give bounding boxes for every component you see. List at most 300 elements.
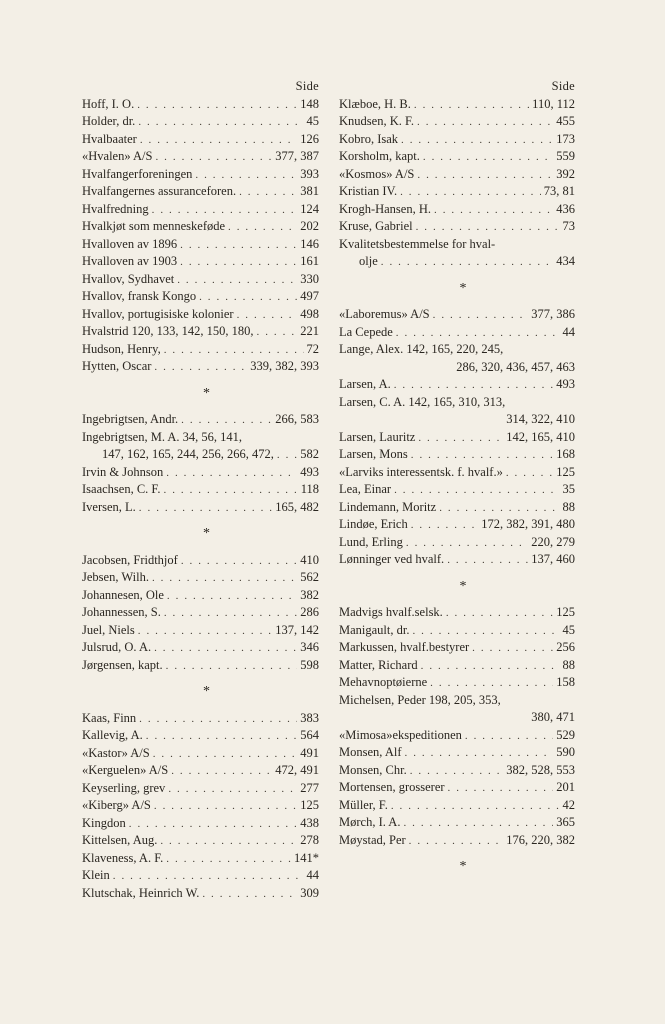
entry-pages: 88	[562, 499, 575, 514]
entry-name: Lea, Einar	[339, 482, 392, 496]
index-entry	[339, 376, 575, 394]
entry-name: Julsrud, O. A.	[82, 640, 152, 654]
index-entry	[339, 236, 575, 254]
entry-pages: 278	[300, 833, 319, 847]
entry-name: Kingdon	[82, 815, 126, 830]
entry-name: Kobro, Isak	[339, 131, 399, 146]
leader-dots	[506, 465, 553, 482]
entry-pages: 314, 322, 410	[506, 412, 575, 426]
entry-name: Iversen, L.	[82, 499, 136, 514]
entry-pages: 72	[306, 341, 319, 356]
leader-dots	[153, 746, 298, 763]
entry-pages: 330	[300, 271, 319, 286]
entry-pages: 126	[300, 131, 319, 146]
leader-dots	[448, 780, 554, 797]
entry-name: Michelsen, Peder 198, 205, 353,	[339, 692, 501, 707]
leader-dots	[138, 114, 303, 131]
index-entry	[82, 306, 319, 324]
index-entry	[339, 148, 575, 166]
entry-name: «Larviks interessentsk. f. hvalf.»	[339, 464, 503, 479]
index-entry	[82, 762, 319, 780]
index-entry	[339, 429, 575, 447]
leader-dots	[129, 816, 298, 833]
leader-dots	[465, 728, 553, 745]
leader-dots	[152, 202, 298, 219]
leader-dots	[166, 465, 297, 482]
entry-name: Hvalfangerforeningen	[82, 166, 193, 181]
entry-name: Markussen, hvalf.bestyrer	[339, 640, 470, 654]
entry-name: Krogh-Hansen, H.	[339, 201, 431, 216]
entry-name: Hudson, Henry,	[82, 341, 161, 356]
leader-dots	[381, 254, 554, 271]
entry-pages: 142, 165, 410	[506, 429, 575, 444]
entry-pages: 125	[556, 605, 575, 619]
index-entry	[82, 780, 319, 798]
index-entry	[82, 587, 319, 605]
leader-dots	[439, 500, 559, 517]
entry-pages: 168	[556, 447, 575, 461]
entry-pages: 564	[300, 728, 319, 742]
entry-name: Manigault, dr.	[339, 622, 410, 637]
entry-name: Hvalloven av 1903	[82, 254, 178, 268]
index-entry	[339, 727, 575, 745]
index-entry	[82, 850, 319, 868]
entry-pages: 141*	[294, 850, 319, 865]
index-entry	[82, 113, 319, 131]
entry-name: Klaveness, A. F.	[82, 850, 164, 865]
entry-name: Madvigs hvalf.selsk.	[339, 605, 443, 619]
index-entry	[339, 551, 575, 569]
index-entry	[339, 253, 575, 271]
index-entry	[339, 201, 575, 219]
entry-pages: 161	[300, 254, 319, 268]
leader-dots	[155, 149, 272, 166]
leader-dots	[396, 325, 560, 342]
entry-name: Larsen, A.	[339, 377, 391, 391]
entry-name: «Hvalen» A/S	[82, 149, 153, 163]
entry-name: Knudsen, K. F.	[339, 114, 415, 128]
index-entry	[339, 113, 575, 131]
index-entry	[339, 499, 575, 517]
entry-pages: 380, 471	[531, 710, 575, 724]
entry-pages: 339, 382, 393	[250, 359, 319, 373]
index-entry	[339, 446, 575, 464]
entry-name: Johannessen, S.	[82, 605, 161, 619]
index-entry-continuation	[339, 359, 575, 377]
index-entry	[339, 797, 575, 815]
entry-name: Lindøe, Erich	[339, 517, 408, 531]
entry-pages: 365	[556, 815, 575, 829]
entry-pages: 202	[300, 219, 319, 233]
entry-pages: 455	[556, 114, 575, 128]
entry-name: Mortensen, grosserer	[339, 780, 445, 794]
leader-dots	[414, 97, 529, 114]
entry-pages: 158	[556, 675, 575, 689]
entry-pages: 559	[556, 149, 575, 163]
entry-name: Hvalfredning	[82, 201, 149, 216]
entry-pages: 493	[556, 377, 575, 391]
entry-pages: 493	[300, 464, 319, 479]
entry-pages: 382, 528, 553	[506, 762, 575, 777]
leader-dots	[418, 430, 503, 447]
index-entry-continuation	[339, 411, 575, 429]
leader-dots	[177, 272, 297, 289]
entry-name: Hoff, I. O.	[82, 96, 135, 111]
leader-dots	[434, 202, 553, 219]
entry-name: Lindemann, Moritz	[339, 499, 437, 514]
entry-name: Klutschak, Heinrich W.	[82, 885, 200, 900]
index-entry	[339, 306, 575, 324]
entry-pages: 256	[556, 640, 575, 654]
entry-pages: 201	[556, 780, 575, 794]
column-header-side: Side	[295, 79, 319, 93]
entry-pages: 110, 112	[532, 96, 575, 111]
index-entry	[82, 797, 319, 815]
index-entry	[82, 657, 319, 675]
leader-dots	[199, 289, 297, 306]
entry-name: Jebsen, Wilh.	[82, 570, 149, 584]
entry-pages: 598	[300, 657, 319, 672]
entry-name: Kallevig, A.	[82, 728, 143, 742]
entry-name: Johannesen, Ole	[82, 587, 164, 602]
index-entry	[339, 814, 575, 832]
leader-dots	[417, 114, 553, 131]
leader-dots	[411, 517, 479, 534]
entry-pages: 172, 382, 391, 480	[481, 517, 575, 531]
entry-name: Ingebrigtsen, Andr.	[82, 412, 179, 426]
entry-pages: 377, 387	[275, 149, 319, 163]
leader-dots	[171, 763, 272, 780]
entry-pages: 498	[300, 306, 319, 321]
index-entry	[82, 481, 319, 499]
index-entry	[339, 324, 575, 342]
entry-pages: 137, 460	[531, 552, 575, 566]
leader-dots	[164, 482, 298, 499]
index-entry	[82, 411, 319, 429]
index-entry	[82, 271, 319, 289]
index-entry	[82, 464, 319, 482]
entry-name: Klæboe, H. B.	[339, 96, 411, 111]
index-entry	[82, 341, 319, 359]
entry-name: Hvalkjøt som menneskeføde	[82, 219, 226, 233]
entry-name: Kristian IV.	[339, 184, 398, 198]
entry-name: Hvalloven av 1896	[82, 236, 178, 251]
entry-pages: 44	[306, 868, 319, 882]
entry-pages: 73	[562, 219, 575, 233]
leader-dots	[154, 359, 247, 376]
entry-pages: 146	[300, 236, 319, 251]
entry-name: Lange, Alex. 142, 165, 220, 245,	[339, 342, 504, 356]
leader-dots	[228, 219, 297, 236]
entry-pages: 383	[300, 710, 319, 725]
entry-pages: 125	[300, 798, 319, 812]
entry-name: Monsen, Chr.	[339, 762, 407, 777]
entry-pages: 45	[306, 114, 319, 128]
entry-name: Monsen, Alf	[339, 745, 402, 759]
leader-dots	[410, 763, 504, 780]
entry-pages: 582	[300, 447, 319, 461]
index-entry	[82, 815, 319, 833]
entry-pages: 438	[300, 815, 319, 830]
leader-dots	[166, 851, 291, 868]
entry-pages: 176, 220, 382	[506, 832, 575, 847]
entry-pages: 472, 491	[275, 763, 319, 777]
leader-dots	[421, 658, 560, 675]
entry-name: Mehavnoptøierne	[339, 675, 428, 689]
index-entry	[82, 253, 319, 271]
entry-name: «Kerguelen» A/S	[82, 763, 169, 777]
leader-dots	[405, 745, 554, 762]
index-entry	[339, 779, 575, 797]
index-entry	[339, 832, 575, 850]
leader-dots	[166, 658, 298, 675]
index-entry	[82, 499, 319, 517]
index-entry	[82, 148, 319, 166]
index-entry	[339, 622, 575, 640]
section-separator: *	[459, 859, 467, 874]
entry-name: Keyserling, grev	[82, 780, 166, 795]
leader-dots	[447, 552, 528, 569]
entry-pages: 266, 583	[275, 412, 319, 426]
index-entry	[82, 727, 319, 745]
entry-pages: 286	[300, 605, 319, 619]
leader-dots	[400, 184, 541, 201]
index-entry	[82, 96, 319, 114]
index-entry	[339, 166, 575, 184]
entry-name: Ingebrigtsen, M. A. 34, 56, 141,	[82, 429, 243, 444]
leader-dots	[181, 553, 297, 570]
entry-name: «Laboremus» A/S	[339, 307, 430, 321]
entry-pages: 125	[556, 464, 575, 479]
entry-name: Hvalfangernes assuranceforen.	[82, 184, 237, 198]
entry-pages: 165, 482	[275, 499, 319, 514]
entry-pages: 346	[300, 640, 319, 654]
entry-name: Kvalitetsbestemmelse for hval-	[339, 236, 496, 251]
leader-dots	[202, 886, 297, 903]
index-entry	[82, 745, 319, 763]
index-entry	[339, 96, 575, 114]
index-entry	[82, 710, 319, 728]
leader-dots	[181, 412, 272, 429]
index-entry	[82, 569, 319, 587]
entry-pages: 286, 320, 436, 457, 463	[456, 359, 575, 374]
entry-pages: 44	[562, 324, 575, 339]
entry-name: Møystad, Per	[339, 832, 406, 847]
index-entry	[339, 464, 575, 482]
leader-dots	[277, 447, 297, 464]
entry-name: Korsholm, kapt.	[339, 149, 420, 163]
entry-name: «Kosmos» A/S	[339, 166, 415, 181]
index-entry	[339, 394, 575, 412]
leader-dots	[180, 237, 297, 254]
leader-dots	[417, 167, 553, 184]
entry-pages: 35	[562, 482, 575, 496]
entry-name: Kaas, Finn	[82, 710, 137, 725]
entry-pages: 73, 81	[543, 184, 575, 198]
entry-name: Larsen, C. A. 142, 165, 310, 313,	[339, 394, 506, 409]
index-entries	[82, 96, 319, 903]
entry-name: Hvalstrid 120, 133, 142, 150, 180,	[82, 324, 254, 338]
entry-pages: 436	[556, 201, 575, 216]
index-entry	[82, 885, 319, 903]
entry-name: Hvallov, fransk Kongo	[82, 289, 197, 303]
entry-pages: 45	[562, 622, 575, 637]
entry-pages: 137, 142	[275, 622, 319, 637]
entry-name: Larsen, Mons	[339, 447, 408, 461]
entry-name: Isaachsen, C. F.	[82, 482, 161, 496]
leader-dots	[138, 623, 272, 640]
leader-dots	[160, 833, 297, 850]
index-entry	[82, 552, 319, 570]
entry-name: Larsen, Lauritz	[339, 429, 416, 444]
leader-dots	[140, 132, 297, 149]
section-separator: *	[459, 578, 467, 594]
entry-pages: 392	[556, 166, 575, 181]
leader-dots	[195, 167, 297, 184]
index-entries	[339, 96, 575, 885]
entry-name: Juel, Niels	[82, 622, 135, 637]
entry-pages: 529	[556, 727, 575, 742]
index-entry	[339, 534, 575, 552]
entry-name: Mørch, I. A.	[339, 815, 401, 829]
entry-pages: 118	[300, 482, 319, 496]
leader-dots	[139, 500, 272, 517]
entry-pages: 377, 386	[531, 307, 575, 321]
entry-pages: 173	[556, 131, 575, 146]
entry-name: Hvallov, portugisiske kolonier	[82, 306, 234, 321]
index-entry	[82, 166, 319, 184]
leader-dots	[472, 640, 553, 657]
index-entry	[339, 131, 575, 149]
entry-pages: 491	[300, 745, 319, 760]
entry-pages: 590	[556, 745, 575, 759]
entry-name: olje	[359, 254, 378, 268]
leader-dots	[168, 781, 297, 798]
leader-dots	[154, 640, 297, 657]
entry-name: Klein	[82, 868, 110, 882]
index-entry	[82, 604, 319, 622]
entry-pages: 88	[562, 657, 575, 672]
leader-dots	[416, 219, 560, 236]
leader-dots	[406, 535, 528, 552]
leader-dots	[401, 132, 553, 149]
entry-pages: 562	[300, 570, 319, 584]
index-entry	[82, 201, 319, 219]
entry-pages: 124	[300, 201, 319, 216]
index-entry	[82, 446, 319, 464]
section-separator: *	[203, 684, 210, 699]
leader-dots	[391, 798, 560, 815]
leader-dots	[154, 798, 297, 815]
index-entry	[82, 429, 319, 447]
entry-name: La Cepede	[339, 324, 393, 339]
leader-dots	[430, 675, 553, 692]
entry-pages: 410	[300, 552, 319, 567]
index-entry	[82, 323, 319, 341]
leader-dots	[139, 711, 297, 728]
index-entry	[339, 218, 575, 236]
leader-dots	[433, 307, 529, 324]
leader-dots	[146, 728, 297, 745]
entry-pages: 497	[300, 289, 319, 303]
index-entry	[82, 218, 319, 236]
entry-pages: 148	[300, 96, 319, 111]
leader-dots	[167, 588, 297, 605]
entry-name: Matter, Richard	[339, 657, 418, 672]
leader-dots	[403, 815, 553, 832]
entry-pages: 434	[556, 254, 575, 268]
index-entry	[339, 516, 575, 534]
index-entry	[82, 236, 319, 254]
index-entry	[339, 481, 575, 499]
leader-dots	[164, 342, 304, 359]
entry-name: Kittelsen, Aug.	[82, 833, 158, 847]
index-entry	[82, 288, 319, 306]
entry-name: Lønninger ved hvalf.	[339, 552, 445, 566]
entry-pages: 221	[300, 324, 319, 338]
leader-dots	[423, 149, 553, 166]
entry-pages: 381	[300, 184, 319, 198]
leader-dots	[164, 605, 297, 622]
index-entry	[82, 358, 319, 376]
entry-name: Jacobsen, Fridthjof	[82, 552, 178, 567]
entry-name: «Kiberg» A/S	[82, 798, 151, 812]
index-entry	[339, 341, 575, 359]
leader-dots	[239, 184, 297, 201]
leader-dots	[446, 605, 553, 622]
entry-name: Kruse, Gabriel	[339, 219, 413, 233]
index-entry-continuation	[339, 709, 575, 727]
index-entry	[82, 131, 319, 149]
leader-dots	[137, 97, 297, 114]
leader-dots	[152, 570, 297, 587]
index-entry	[339, 692, 575, 710]
index-entry	[339, 183, 575, 201]
leader-dots	[411, 447, 554, 464]
index-entry	[339, 744, 575, 762]
entry-name: Hvallov, Sydhavet	[82, 271, 175, 286]
entry-name: Lund, Erling	[339, 534, 403, 549]
section-separator: *	[459, 280, 467, 296]
index-entry	[339, 657, 575, 675]
leader-dots	[412, 623, 559, 640]
entry-pages: 277	[300, 780, 319, 795]
leader-dots	[180, 254, 297, 271]
leader-dots	[394, 482, 559, 499]
entry-name: «Mimosa»ekspeditionen	[339, 727, 462, 742]
index-column-left	[82, 78, 319, 902]
index-entry	[339, 762, 575, 780]
index-column-right	[339, 78, 575, 885]
leader-dots	[257, 324, 298, 341]
entry-pages: 393	[300, 166, 319, 181]
index-entry	[82, 622, 319, 640]
index-entry	[82, 867, 319, 885]
entry-name: Irvin & Johnson	[82, 464, 164, 479]
entry-pages: 220, 279	[531, 534, 575, 549]
entry-name: Hvalbaater	[82, 131, 137, 146]
section-separator: *	[203, 526, 210, 541]
index-entry	[82, 183, 319, 201]
index-entry	[82, 639, 319, 657]
entry-pages: 382	[300, 587, 319, 602]
section-separator: *	[203, 385, 210, 401]
entry-name: Hytten, Oscar	[82, 359, 152, 373]
entry-name: 147, 162, 165, 244, 256, 266, 472,	[102, 447, 274, 461]
index-entry	[339, 639, 575, 657]
leader-dots	[394, 377, 554, 394]
entry-name: Holder, dr.	[82, 114, 136, 128]
